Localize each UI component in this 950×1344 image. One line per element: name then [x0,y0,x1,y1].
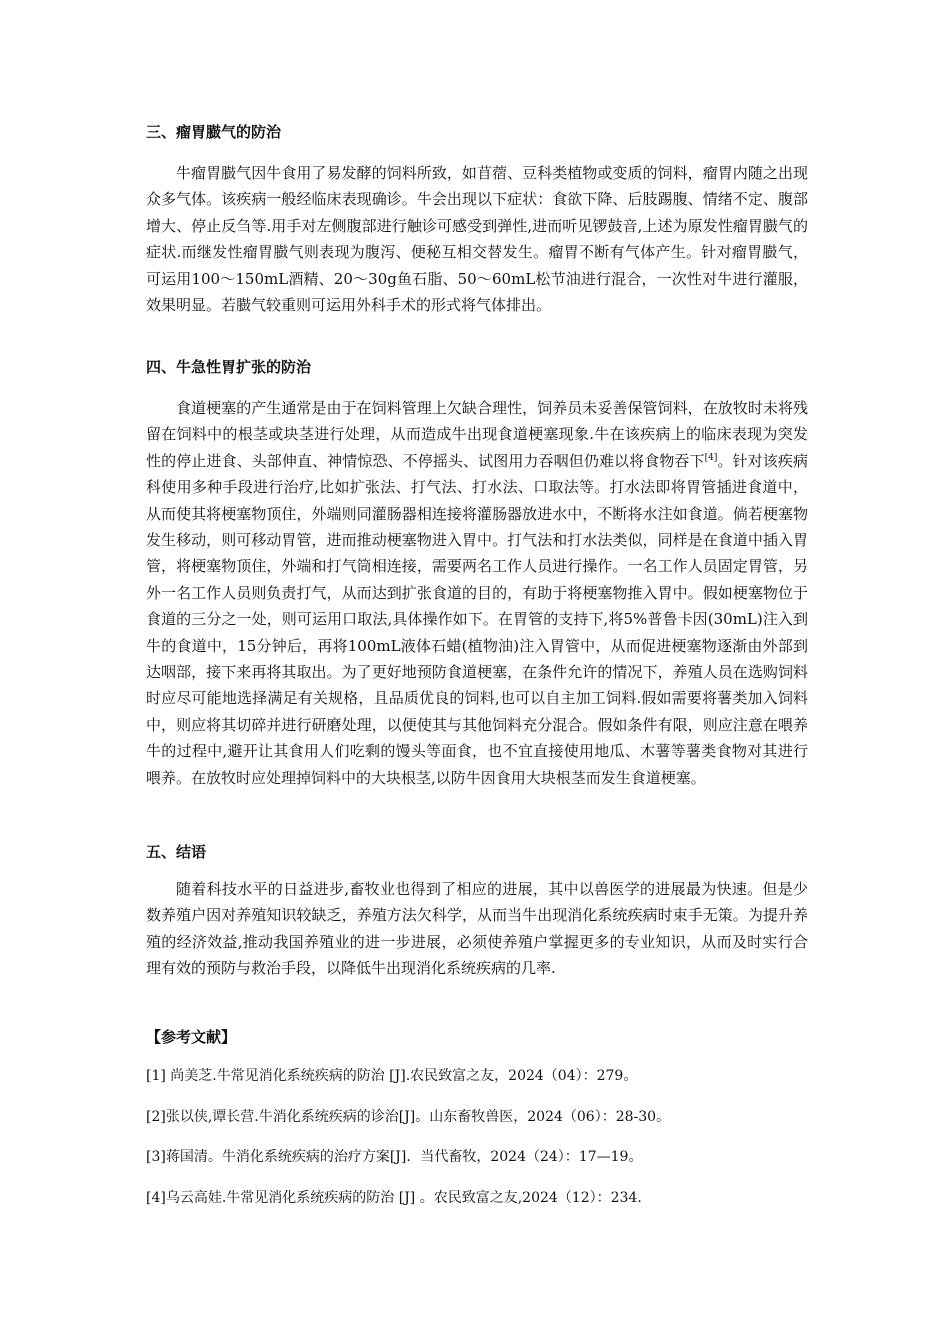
reference-item-1: [1] 尚美芝.牛常见消化系统疾病的防治 [J].农民致富之友，2024（04）：279。 [146,1068,638,1084]
reference-item-2: [2]张以侠,谭长营.牛消化系统疾病的诊治[J]。山东畜牧兽医，2024（06）：28-30。 [146,1109,671,1125]
reference-item-4: [4]乌云高娃.牛常见消化系统疾病的防治 [J] 。农民致富之友,2024（12）：234. [146,1190,642,1206]
reference-item-3: [3]蒋国清。牛消化系统疾病的治疗方案[J]．当代畜牧，2024（24）：17—19。 [146,1149,643,1165]
references-title: 【参考文献】 [146,1028,237,1046]
paragraph-text-part1: 食道梗塞的产生通常是由于在饲料管理上欠缺合理性，饲养员未妥善保管饲料，在放牧时未将残留在饲料中的根茎或块茎进行处理，从而造成牛出现食道梗塞现象.牛在该疾病上的临床表现为突发性的停止进食、头部伸直、神情惊恐、不停摇头、试图用力吞咽但仍难以将食物吞下 [146,399,808,470]
section-heading-conclusion: 五、结语 [146,843,207,861]
paragraph-text-part2: 。针对该疾病科使用多种手段进行治疗,比如扩张法、打气法、打水法、口取法等。打水法即将胃管插进食道中，从而使其将梗塞物顶住，外端则同灌肠器相连接将灌肠器放进水中，不断将水注如食道。倘若梗塞物发生移动，则可移动胃管，进而推动梗塞物进入胃中。打气法和打水法类似，同样是在食道中插入胃管，将梗塞物顶住，外端和打气筒相连接，需要两名工作人员进行操作。一名工作人员固定胃管，另外一名工作人员则负责打气，从而达到扩张食道的目的，有助于将梗塞物推入胃中。假如梗塞物位于食道的三分之一处，则可运用口取法,具体操作如下。在胃管的支持下,将5%普鲁卡因(30mL)注入到牛的食道中，15分钟后，再将100mL液体石蜡(植物油)注入胃管中，从而促进梗塞物逐渐由外部到达咽部，接下来再将其取出。为了更好地预防食道梗塞，在条件允许的情况下，养殖人员在选购饲料时应尽可能地选择满足有关规格，且品质优良的饲料,也可以自主加工饲料.假如需要将薯类加入饲料中，则应将其切碎并进行研磨处理，以便使其与其他饲料充分混合。假如条件有限，则应注意在喂养牛的过程中,避开让其食用人们吃剩的馒头等面食，也不宜直接使用地瓜、木薯等薯类食物对其进行喂养。在放牧时应处理掉饲料中的大块根茎,以防牛因食用大块根茎而发生食道梗塞。 [146,451,808,787]
section-paragraph-dilatation [146,395,808,791]
citation-marker: [4] [704,452,718,463]
section-heading-dilatation: 四、牛急性胃扩张的防治 [146,358,312,376]
section-heading-bloat: 三、瘤胃臌气的防治 [146,123,282,141]
section-paragraph-conclusion: 随着科技水平的日益进步,畜牧业也得到了相应的进展，其中以兽医学的进展最为快速。但是少数养殖户因对养殖知识较缺乏，养殖方法欠科学，从而当牛出现消化系统疾病时束手无策。为提升养殖的经济效益,推动我国养殖业的进一步进展，必须使养殖户掌握更多的专业知识，从而及时实行合理有效的预防与救治手段，以降低牛出现消化系统疾病的几率. [146,880,808,978]
section-paragraph-bloat: 牛瘤胃臌气因牛食用了易发酵的饲料所致，如苜蓿、豆科类植物或变质的饲料，瘤胃内随之出现众多气体。该疾病一般经临床表现确诊。牛会出现以下症状：食欲下降、后肢踢腹、情绪不定、腹部增大、停止反刍等.用手对左侧腹部进行触诊可感受到弹性,进而听见锣鼓音,上述为原发性瘤胃臌气的症状.而继发性瘤胃臌气则表现为腹泻、便秘互相交替发生。瘤胃不断有气体产生。针对瘤胃臌气，可运用100～150mL酒精、20～30g鱼石脂、50～60mL松节油进行混合，一次性对牛进行灌服，效果明显。若臌气较重则可运用外科手术的形式将气体排出。 [146,164,808,315]
